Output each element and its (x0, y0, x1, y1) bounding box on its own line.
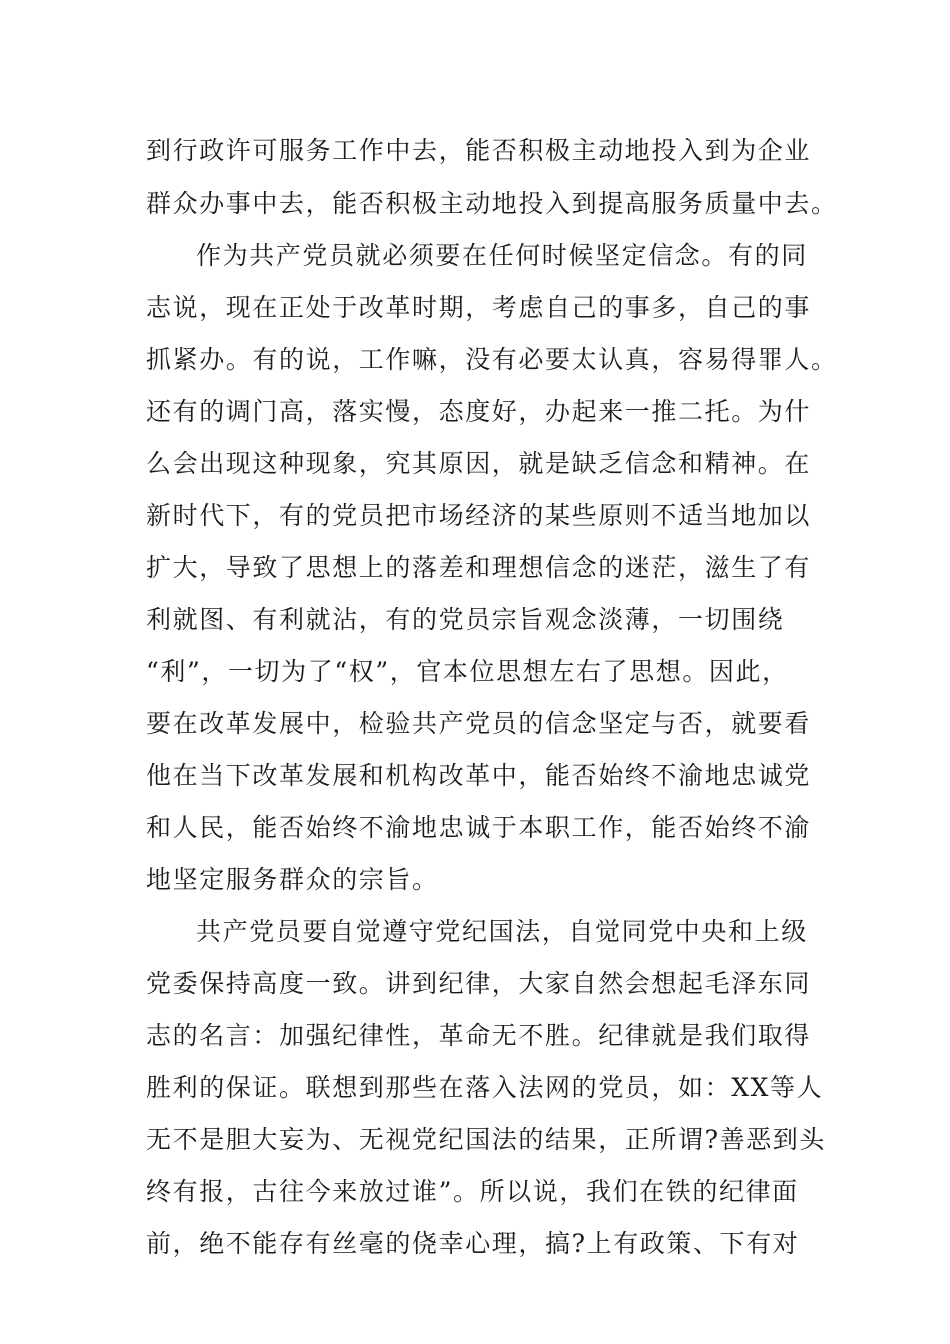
text-line: 无不是胆大妄为、无视党纪国法的结果，正所谓?善恶到头 (146, 1125, 827, 1154)
paragraph-first-line: 作为共产党员就必须要在任何时候坚定信念。有的同 (196, 241, 808, 270)
text-line: 前，绝不能存有丝毫的侥幸心理，搞?上有政策、下有对 (146, 1229, 800, 1258)
text-line: “利”，一切为了“权”，官本位思想左右了思想。因此， (146, 657, 789, 686)
text-line: 群众办事中去，能否积极主动地投入到提高服务质量中去。 (146, 189, 838, 218)
text-line: 利就图、有利就沾，有的党员宗旨观念淡薄，一切围绕 (146, 605, 785, 634)
paragraph-first-line: 共产党员要自觉遵守党纪国法，自觉同党中央和上级 (196, 917, 808, 946)
text-line: 还有的调门高，落实慢，态度好，办起来一推二托。为什 (146, 397, 812, 426)
text-line: 到行政许可服务工作中去，能否积极主动地投入到为企业 (146, 136, 812, 165)
text-line: 要在改革发展中，检验共产党员的信念坚定与否，就要看 (146, 709, 812, 738)
text-line: 志的名言：加强纪律性，革命无不胜。纪律就是我们取得 (146, 1021, 812, 1050)
text-line: 胜利的保证。联想到那些在落入法网的党员，如：XX等人 (146, 1073, 824, 1102)
text-line: 党委保持高度一致。讲到纪律，大家自然会想起毛泽东同 (146, 969, 812, 998)
text-line: 抓紧办。有的说，工作嘛，没有必要太认真，容易得罪人。 (146, 345, 838, 374)
text-line: 么会出现这种现象，究其原因，就是缺乏信念和精神。在 (146, 449, 812, 478)
text-line: 和人民，能否始终不渝地忠诚于本职工作，能否始终不渝 (146, 813, 812, 842)
text-line: 他在当下改革发展和机构改革中，能否始终不渝地忠诚党 (146, 761, 812, 790)
text-line: 地坚定服务群众的宗旨。 (146, 865, 439, 894)
text-line: 扩大，导致了思想上的落差和理想信念的迷茫，滋生了有 (146, 553, 812, 582)
text-line: 终有报，古往今来放过谁”。所以说，我们在铁的纪律面 (146, 1177, 799, 1206)
text-line: 新时代下，有的党员把市场经济的某些原则不适当地加以 (146, 501, 812, 530)
text-line: 志说，现在正处于改革时期，考虑自己的事多，自己的事 (146, 293, 812, 322)
